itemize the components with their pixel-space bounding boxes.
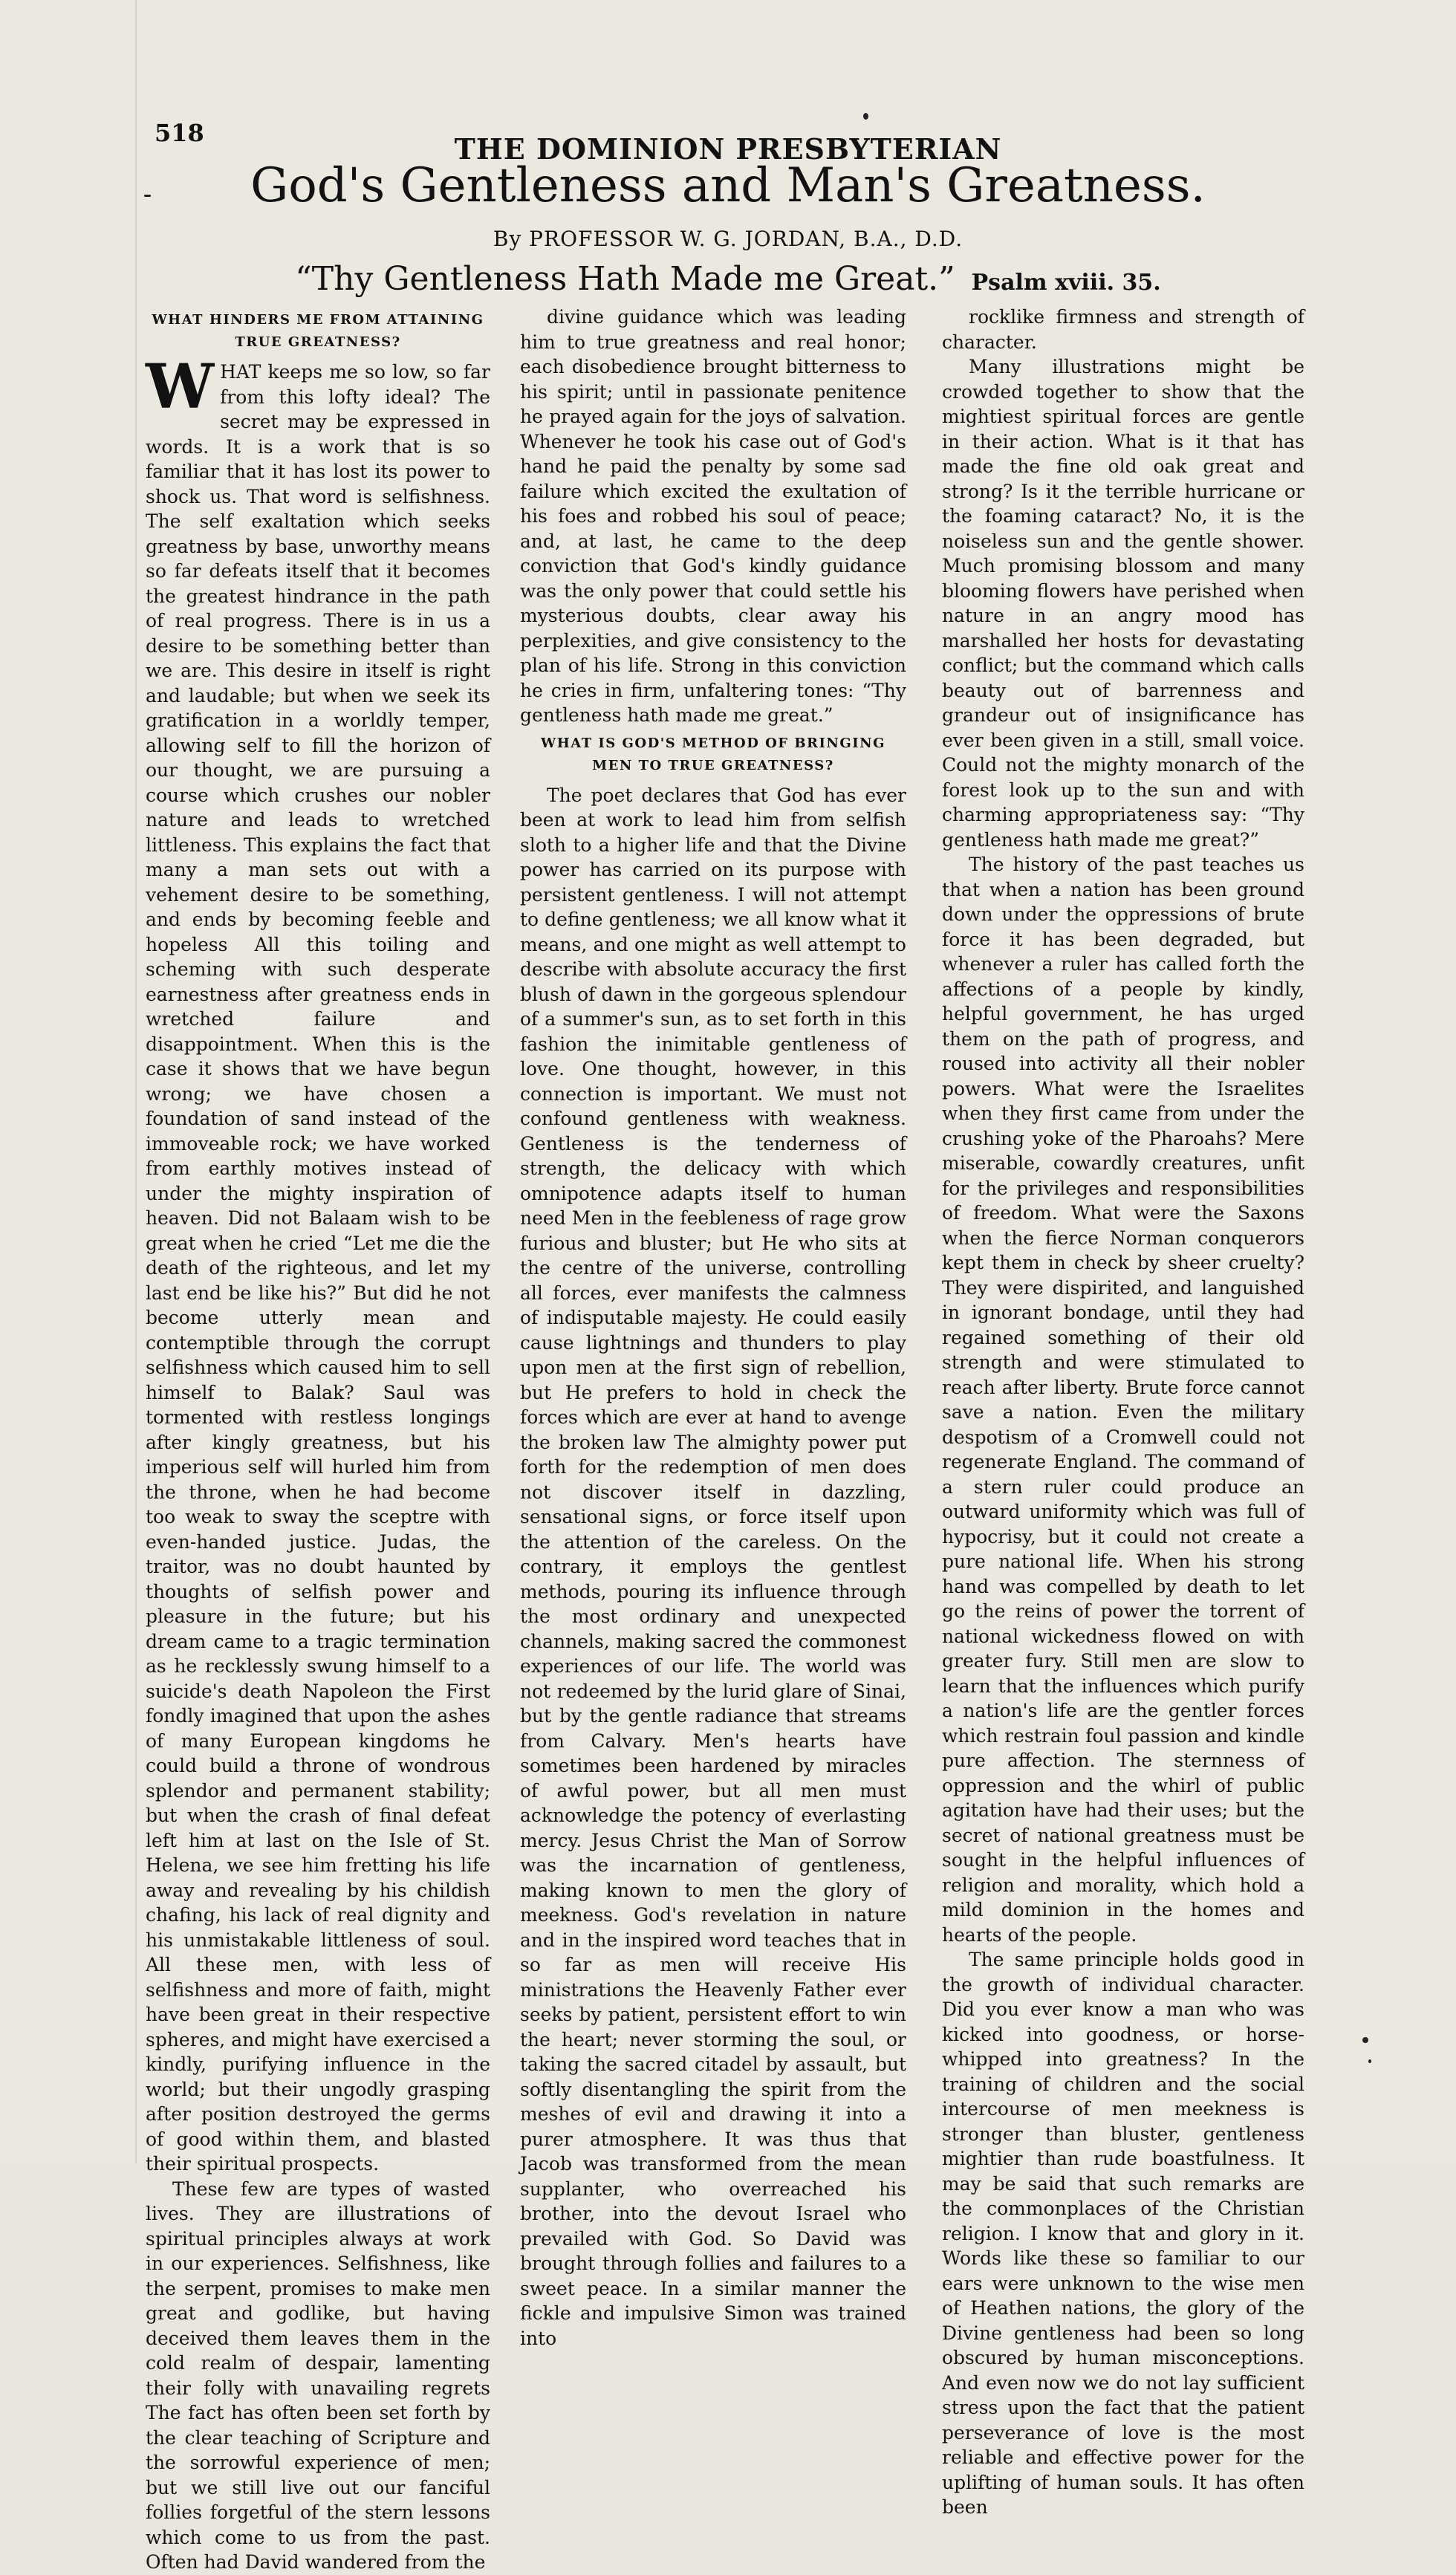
- ink-speck: [1368, 2059, 1371, 2063]
- column-2: [520, 305, 906, 2349]
- column-3: [942, 305, 1304, 2518]
- ink-speck: [1362, 2037, 1368, 2043]
- paragraph: The history of the past teaches us that when a nation has been ground down under the oppressions of brute force it has been degraded, but whenever a ruler has called forth the affections of a people by kindly, helpful government, he has urged them on the path of progress, and roused into activity all their nobler powers. What were the Israelites when they first came from under the crushing yoke of the Pharoahs? Mere miserable, cowardly creatures, unfit for the privileges and responsibilities of freedom. What were the Saxons when the fierce Norman conquerors kept them in check by sheer cruelty? They were dispirited, and languished in ignorant bondage, until they had regained something of their old strength and were stimulated to reach after liberty. Brute force cannot save a nation. Even the military despotism of a Cromwell could not regenerate England. The command of a stern ruler could produce an outward uniformity which was full of hypocrisy, but it could not create a pure national life. When his strong hand was compelled by death to let go the reins of power the torrent of national wickedness flowed on with greater fury. Still men are slow to learn that the influences which purify a nation's life are the gentler forces which restrain foul passion and kindle pure affection. The sternness of oppression and the whirl of public agitation have had their uses; but the secret of national greatness must be sought in the helpful influences of religion and morality, which hold a mild dominion in the homes and hearts of the people.: [942, 854, 1304, 1946]
- paragraph: [146, 351, 490, 2177]
- article-title: God's Gentleness and Man's Greatness.: [250, 158, 1206, 213]
- article-subtitle: [0, 257, 1456, 305]
- paragraph: The poet declares that God has ever been at work to lead him from selfish sloth to a higher life and that the Divine power has carried on its purpose with persistent gentleness. I will not attempt to define gentleness; we all know what it means, and one might as well attempt to describe with absolute accuracy the first blush of dawn in the gorgeous splendour of a summer's sun, as to set forth in this fashion the inimitable gentleness of love. One thought, however, in this connection is important. We must not confound gentleness with weakness. Gentleness is the tenderness of strength, the delicacy with which omnipotence adapts itself to human need Men in the feebleness of rage grow furious and bluster; but He who sits at the centre of the universe, controlling all forces, ever manifests the calmness of indisputable majesty. He could easily cause lightnings and thunders to play upon men at the first sign of rebellion, but He prefers to hold in check the forces which are ever at hand to avenge the broken law The almighty power put forth for the redemption of men does not discover itself in dazzling, sensational signs, or force itself upon the attention of the careless. On the contrary, it employs the gentlest methods, pouring its influence through the most ordinary and unexpected channels, making sacred the commonest experiences of our life. The world was not redeemed by the lurid glare of Sinai, but by the gentle radiance that streams from Calvary. Men's hearts have sometimes been hardened by miracles of awful power, but all men must acknowledge the potency of everlasting mercy. Jesus Christ the Man of Sorrow was the incarnation of gentleness, making known to men the glory of meekness. God's revelation in nature and in the inspired word teaches that in so far as men will receive His ministrations the Heavenly Father ever seeks by patient, persistent effort to win the heart; never storming the soul, or taking the sacred citadel by assault, but softly disentangling the spirit from the meshes of evil and drawing it into a purer atmosphere. It was thus that Jacob was transformed from the mean supplanter, who overreached his brother, into the devout Israel who prevailed with God. So David was brought through follies and failures to a sweet peace. In a similar manner the fickle and impulsive Simon was trained into: [520, 784, 906, 2349]
- running-head: THE DOMINION PRESBYTERIAN: [454, 132, 1002, 166]
- paragraph: The same principle holds good in the growth of individual character. Did you ever know a man who was kicked into goodness, or horse-whipped into greatness? In the training of children and the social intercourse of men meekness is stronger than bluster, gentleness mightier than rude boastfulness. It may be said that such remarks are the commonplaces of the Christian religion. I know that and glory in it. Words like these so familiar to our ears were unknown to the wise men of Heathen nations, the glory of the Divine gentleness had been so long obscured by human misconceptions. And even now we do not lay sufficient stress upon the fact that the patient perseverance of love is the most reliable and effective power for the uplifting of human souls. It has often been: [942, 1949, 1304, 2518]
- scripture-reference: Psalm xviii. 35.: [971, 270, 1161, 296]
- section-heading-method: WHAT IS GOD'S METHOD OF BRINGING MEN TO TRUE GREATNESS?: [541, 735, 885, 773]
- paragraph: These few are types of wasted lives. They are illustrations of spiritual principles always at work in our experiences. Selfishness, like the serpent, promises to make men great and godlike, but having deceived them leaves them in the cold realm of despair, lamenting their folly with unavailing regrets The fact has often been set forth by the clear teaching of Scripture and the sorrowful experience of men; but we still live out our fanciful follies forgetful of the stern lessons which come to us from the past. Often had David wandered from the: [146, 2178, 490, 2573]
- article-byline: By PROFESSOR W. G. JORDAN, B.A., D.D.: [493, 227, 963, 251]
- column-1: [146, 305, 490, 2573]
- ink-speck: [144, 195, 151, 197]
- paragraph: rocklike firmness and strength of character.: [942, 306, 1304, 353]
- drop-cap: W: [146, 351, 215, 423]
- section-heading-hinders: WHAT HINDERS ME FROM ATTAINING TRUE GREATNESS?: [152, 312, 484, 350]
- scan-edge-shadow: [135, 0, 137, 2163]
- paragraph: divine guidance which was leading him to true greatness and real honor; each disobedience brought bitterness to his spirit; until in passionate penitence he prayed again for the joys of salvation. Whenever he took his case out of God's hand he paid the penalty by some sad failure which excited the exultation of his foes and robbed his soul of peace; and, at last, he came to the deep conviction that God's kindly guidance was the only power that could settle his mysterious doubts, clear away his perplexities, and give consistency to the plan of his life. Strong in this conviction he cries in firm, unfaltering tones: “Thy gentleness hath made me great.”: [520, 306, 906, 726]
- page-number: 518: [155, 119, 204, 147]
- paragraph-text: HAT keeps me so low, so far from this lofty ideal? The secret may be expressed in words. It is a work that is so familiar that it has lost its power to shock us. That word is selfishness. The self exaltation which seeks greatness by base, unworthy means so far defeats itself that it becomes the greatest hindrance in the path of real progress. There is in us a desire to be something better than we are. This desire in itself is right and laudable; but when we seek its gratification in a worldly temper, allowing self to fill the horizon of our thought, we are pursuing a course which crushes our nobler nature and leads to wretched littleness. This explains the fact that many a man sets out with a vehement desire to be something, and ends by becoming feeble and hopeless All this toiling and scheming with such desperate earnestness after greatness ends in wretched failure and disappointment. When this is the case it shows that we have begun wrong; we have chosen a foundation of sand instead of the immoveable rock; we have worked from earthly motives instead of under the mighty inspiration of heaven. Did not Balaam wish to be great when he cried “Let me die the death of the righteous, and let my last end be like his?” But did he not become utterly mean and contemptible through the corrupt selfishness which caused him to sell himself to Balak? Saul was tormented with restless longings after kingly greatness, but his imperious self will hurled him from the throne, when he had become too weak to sway the sceptre with even-handed justice. Judas, the traitor, was no doubt haunted by thoughts of selfish power and pleasure in the future; but his dream came to a tragic termination as he recklessly swung himself to a suicide's death Napoleon the First fondly imagined that upon the ashes of many European kingdoms he could build a throne of wondrous splendor and permanent stability; but when the crash of final defeat left him at last on the Isle of St. Helena, we see him fretting his life away and revealing by his childish chafing, his lack of real dignity and his unmistakable littleness of soul. All these men, with less of selfishness and more of faith, might have been great in their respective spheres, and might have exercised a kindly, purifying influence in the world; but their ungodly grasping after position destroyed the germs of good within them, and blasted their spiritual prospects.: [146, 361, 490, 2175]
- ink-speck: [863, 113, 868, 120]
- subtitle-quote: “Thy Gentleness Hath Made me Great.”: [295, 260, 955, 298]
- paragraph: Many illustrations might be crowded together to show that the mightiest spiritual forces are gentle in their action. What is it that has made the fine old oak great and strong? Is it the terrible hurricane or the foaming cataract? No, it is the noiseless sun and the gentle shower. Much promising blossom and many blooming flowers have perished when nature in an angry mood has marshalled her hosts for devastating conflict; but the command which calls beauty out of barrenness and grandeur out of insignificance has ever been given in a still, small voice. Could not the mighty monarch of the forest look up to the sun and with charming appropriateness say: “Thy gentleness hath made me great?”: [942, 356, 1304, 851]
